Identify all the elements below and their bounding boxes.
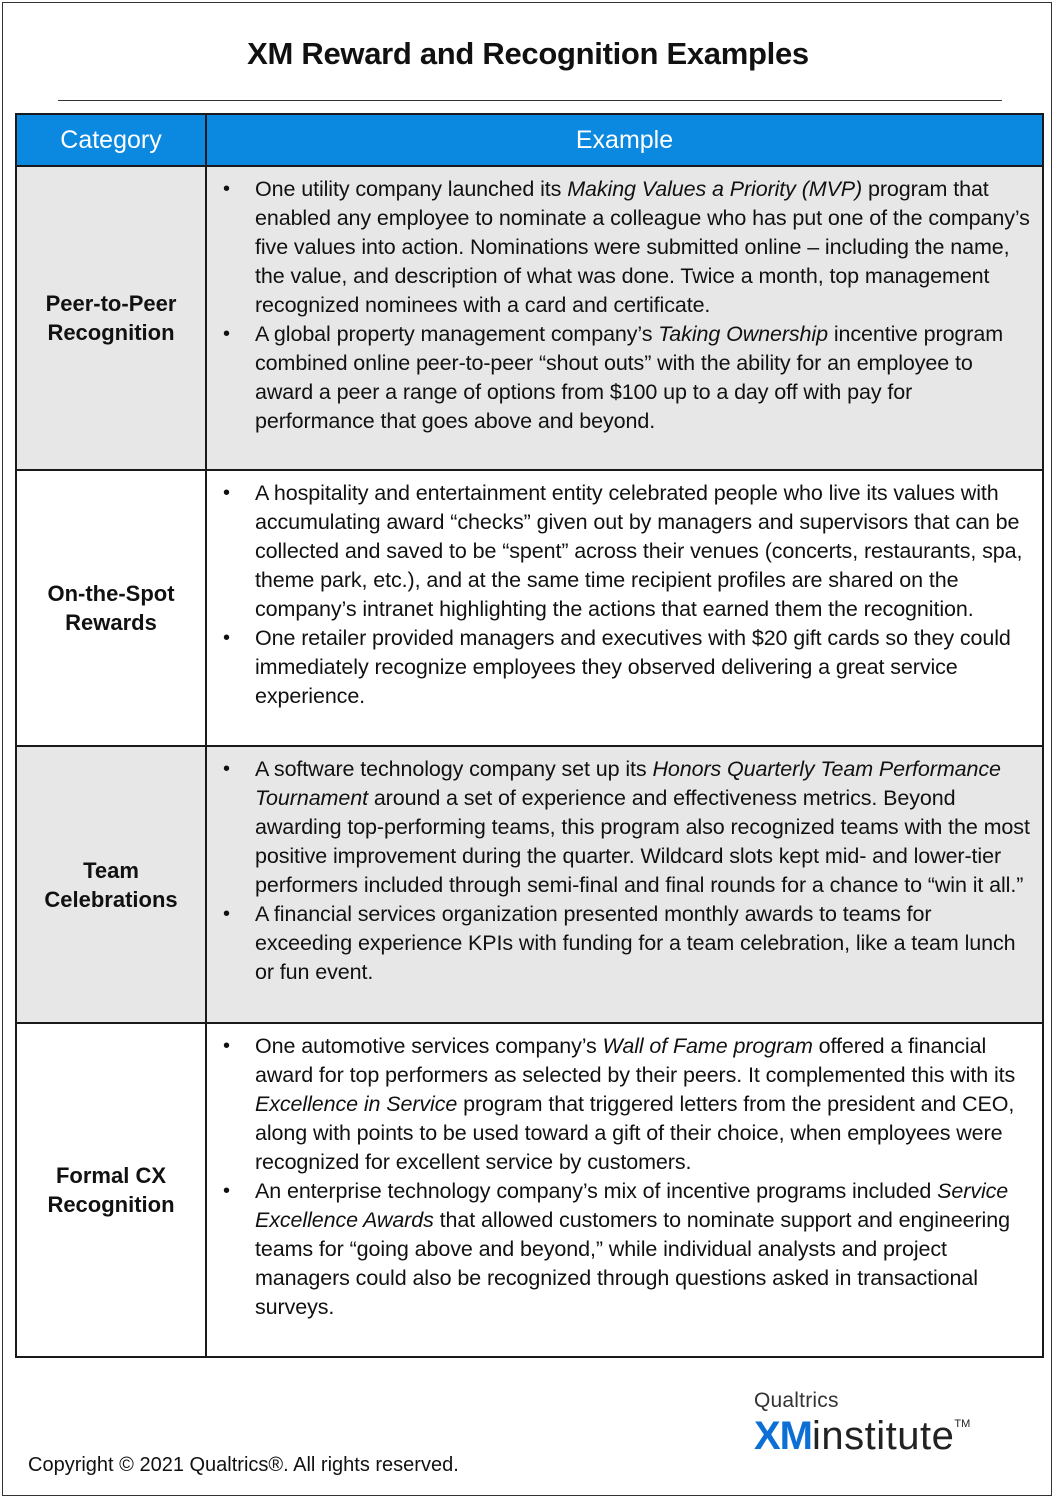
bullet-icon: • [223, 482, 230, 504]
bullet-icon: • [223, 178, 230, 200]
bullet-icon: • [223, 1180, 230, 1202]
example-text: around a set of experience and effectiveness metrics. Beyond awarding top-performing teams, this program also recognized teams with the most positive improvement during the quarter. Wildcard slots kept mid- and lower-tier performers included through semi-final and final rounds for a chance to “win it all.” [255, 786, 1030, 897]
program-name: Taking Ownership [658, 322, 828, 346]
table-body [16, 166, 1043, 1357]
program-name: Honors Quarterly Team Performance Tournament [255, 757, 1001, 810]
example-list [207, 175, 1030, 436]
list-item [207, 1032, 1030, 1177]
example-list [207, 755, 1030, 987]
list-item [207, 900, 1030, 987]
example-cell [206, 470, 1043, 746]
list-item [207, 755, 1030, 900]
bullet-icon: • [223, 758, 230, 780]
example-cell [206, 746, 1043, 1023]
example-text: that allowed customers to nominate support and engineering teams for “going above and beyond,” while individual analysts and project managers could also be recognized through questions asked in transactional surveys. [255, 1208, 1010, 1319]
brand-logo [754, 1414, 970, 1459]
category-cell: Formal CX Recognition [16, 1023, 206, 1357]
example-text: A global property management company’s [255, 322, 659, 346]
category-cell: On-the-Spot Rewards [16, 470, 206, 746]
program-name: Wall of Fame program [602, 1034, 813, 1058]
example-text: program that enabled any employee to nominate a colleague who has put one of the company’s five values into action. Nominations were submitted online – including the name, the value, and description of what was done. Twice a month, top management recognized nominees with a card and certificate. [255, 177, 1030, 317]
example-text: One utility company launched its [255, 177, 568, 201]
bullet-icon: • [223, 323, 230, 345]
table-row [16, 746, 1043, 1023]
copyright-notice: Copyright © 2021 Qualtrics®. All rights reserved. [28, 1454, 459, 1476]
example-text: A software technology company set up its [255, 757, 653, 781]
list-item [207, 1177, 1030, 1322]
example-text: A financial services organization presented monthly awards to teams for exceeding experience KPIs with funding for a team celebration, like a team lunch or fun event. [255, 902, 1016, 984]
table-row [16, 166, 1043, 470]
example-text: program that triggered letters from the president and CEO, along with points to be used toward a gift of their choice, when employees were recognized for excellent service by customers. [255, 1092, 1015, 1174]
list-item [207, 320, 1030, 436]
header-example: Example [206, 114, 1043, 166]
brand-institute: institute [812, 1414, 955, 1458]
list-item [207, 175, 1030, 320]
table-row [16, 1023, 1043, 1357]
list-item [207, 624, 1030, 711]
title-divider [58, 100, 1002, 101]
program-name: Excellence in Service [255, 1092, 458, 1116]
example-cell [206, 166, 1043, 470]
example-list [207, 1032, 1030, 1322]
example-list [207, 479, 1030, 711]
header-category: Category [16, 114, 206, 166]
bullet-icon: • [223, 627, 230, 649]
brand-xm: XM [754, 1414, 812, 1458]
example-text: One automotive services company’s [255, 1034, 603, 1058]
program-name: Service Excellence Awards [255, 1179, 1009, 1232]
brand-trademark: TM [954, 1418, 971, 1430]
category-cell: Team Celebrations [16, 746, 206, 1023]
example-text: An enterprise technology company’s mix of incentive programs included [255, 1179, 938, 1203]
examples-table [15, 113, 1044, 1358]
list-item [207, 479, 1030, 624]
document-title: XM Reward and Recognition Examples [247, 36, 809, 71]
example-text: A hospitality and entertainment entity celebrated people who live its values with accumulating award “checks” given out by managers and supervisors that can be collected and saved to be “spent” across their venues (concerts, restaurants, spa, theme park, etc.), and at the same time recipient profiles are shared on the company’s intranet highlighting the actions that earned them the recognition. [255, 481, 1023, 621]
bullet-icon: • [223, 1035, 230, 1057]
example-text: incentive program combined online peer-to-peer “shout outs” with the ability for an employee to award a peer a range of options from $100 up to a day off with pay for performance that goes above and beyond. [255, 322, 1004, 433]
category-cell: Peer-to-Peer Recognition [16, 166, 206, 470]
example-text: One retailer provided managers and executives with $20 gift cards so they could immediately recognize employees they observed delivering a great service experience. [255, 626, 1011, 708]
table-header-row [16, 114, 1043, 166]
bullet-icon: • [223, 903, 230, 925]
example-cell [206, 1023, 1043, 1357]
brand-company-name: Qualtrics [754, 1389, 839, 1412]
program-name: Making Values a Priority (MVP) [567, 177, 863, 201]
example-text: offered a financial award for top performers as selected by their peers. It complemented this with its [255, 1034, 1016, 1087]
table-row [16, 470, 1043, 746]
